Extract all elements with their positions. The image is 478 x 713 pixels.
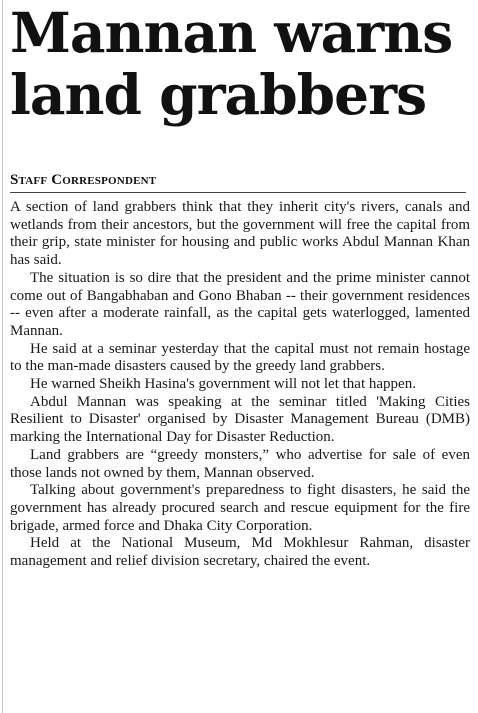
paragraph: Talking about government's preparedness to fight disasters, he said the government has already procured search and rescue equipment for the fire brigade, armed force and Dhaka City Corporation. — [10, 482, 470, 534]
paragraph: Held at the National Museum, Md Mokhlesur Rahman, disaster management and relief division secretary, chaired the event. — [10, 535, 470, 570]
paragraph: Abdul Mannan was speaking at the seminar titled 'Making Cities Resilient to Disaster' organised by Disaster Management Bureau (DMB) marking the International Day for Disaster Reduction. — [10, 393, 470, 446]
paragraph: A section of land grabbers think that they inherit city's rivers, canals and wetlands from their ancestors, but the government will free the capital from their grip, state minister for housing and public works Abdul Mannan Khan has said. — [10, 199, 470, 269]
byline: Staff Correspondent — [10, 172, 157, 188]
article-body — [10, 199, 470, 571]
paragraph: Land grabbers are “greedy monsters,” who advertise for sale of even those lands not owned by them, Mannan observed. — [10, 446, 470, 481]
news-article — [10, 0, 470, 571]
paragraph: He warned Sheikh Hasina's government will not let that happen. — [30, 376, 416, 393]
paragraph: He said at a seminar yesterday that the capital must not remain hostage to the man-made disasters caused by the greedy land grabbers. — [10, 340, 470, 375]
paragraph: The situation is so dire that the president and the prime minister cannot come out of Bangabhaban and Gono Bhaban -- their government residences -- even after a moderate rainfall, as the capital gets waterlogged, lamented Mannan. — [10, 269, 470, 339]
headline: Mannan warns land grabbers — [10, 0, 453, 127]
byline-divider — [10, 192, 466, 193]
column-divider — [2, 0, 3, 713]
